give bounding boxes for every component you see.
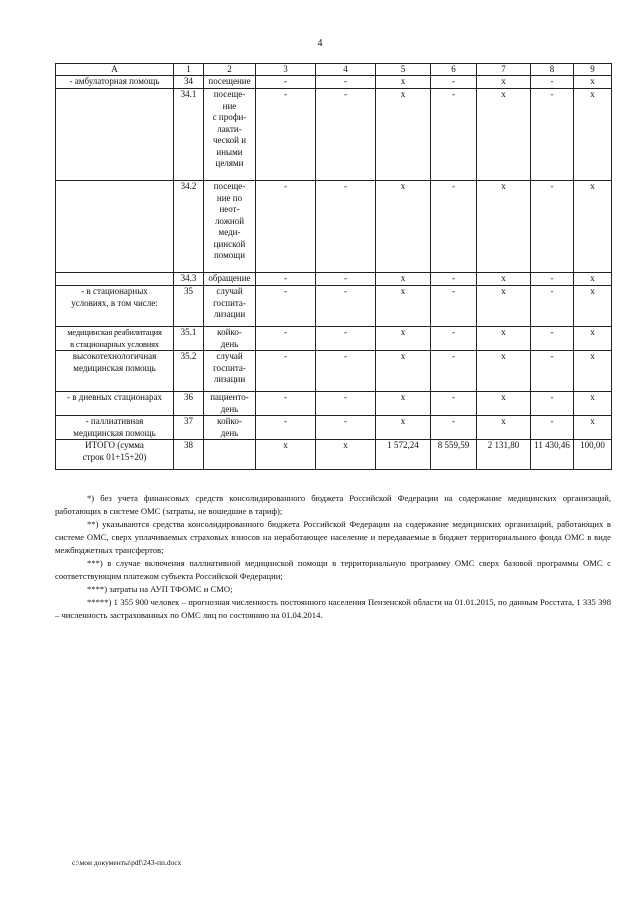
value-cell: - xyxy=(316,76,376,89)
value-cell: - xyxy=(431,89,477,181)
table-row xyxy=(56,89,612,181)
unit-cell: случай госпита- лизации xyxy=(204,286,256,327)
value-cell: х xyxy=(574,273,612,286)
value-cell: х xyxy=(574,286,612,327)
value-cell: - xyxy=(316,392,376,416)
value-cell: х xyxy=(376,416,431,440)
value-cell: - xyxy=(431,286,477,327)
value-cell: х xyxy=(376,273,431,286)
column-header: 6 xyxy=(431,64,477,76)
row-label-cell: медицинская реабилитация в стационарных условиях xyxy=(56,327,174,351)
value-cell: х xyxy=(477,286,531,327)
value-cell: - xyxy=(256,76,316,89)
row-label-cell: высокотехнологичная медицинская помощь xyxy=(56,351,174,392)
row-number-cell: 34 xyxy=(174,76,204,89)
value-cell: х xyxy=(376,76,431,89)
value-cell: - xyxy=(431,273,477,286)
value-cell: х xyxy=(477,392,531,416)
value-cell: х xyxy=(376,392,431,416)
value-cell: х xyxy=(477,351,531,392)
unit-cell: койко- день xyxy=(204,327,256,351)
row-label-cell xyxy=(56,181,174,273)
column-header: 9 xyxy=(574,64,612,76)
value-cell: х xyxy=(376,181,431,273)
value-cell: - xyxy=(431,181,477,273)
value-cell: х xyxy=(477,273,531,286)
value-cell: - xyxy=(316,351,376,392)
unit-cell: койко- день xyxy=(204,416,256,440)
value-cell: - xyxy=(531,416,574,440)
value-cell: х xyxy=(574,89,612,181)
value-cell: х xyxy=(316,440,376,470)
value-cell: - xyxy=(256,181,316,273)
footnote-3: ***) в случае включения паллиативной медицинской помощи в территориальную программу ОМС сверх базовой программы ОМС с соответствующим платежом субъекта Российской Федерации; xyxy=(55,558,611,581)
unit-cell: посеще- ние по неот- ложной меди- цинской помощи xyxy=(204,181,256,273)
value-cell: - xyxy=(531,181,574,273)
value-cell: 11 430,46 xyxy=(531,440,574,470)
value-cell: - xyxy=(531,392,574,416)
row-number-cell: 34.2 xyxy=(174,181,204,273)
row-number-cell: 35.2 xyxy=(174,351,204,392)
value-cell: х xyxy=(376,351,431,392)
value-cell: х xyxy=(376,286,431,327)
value-cell: х xyxy=(574,181,612,273)
value-cell: - xyxy=(316,327,376,351)
value-cell: - xyxy=(431,351,477,392)
row-number-cell: 35 xyxy=(174,286,204,327)
row-number-cell: 35.1 xyxy=(174,327,204,351)
value-cell: - xyxy=(431,416,477,440)
cost-table xyxy=(55,63,612,470)
table-row xyxy=(56,351,612,392)
row-number-cell: 36 xyxy=(174,392,204,416)
unit-cell: пациенто- день xyxy=(204,392,256,416)
row-number-cell: 34.3 xyxy=(174,273,204,286)
row-number-cell: 34.1 xyxy=(174,89,204,181)
value-cell: х xyxy=(574,416,612,440)
column-header: 1 xyxy=(174,64,204,76)
value-cell: - xyxy=(256,392,316,416)
value-cell: х xyxy=(376,89,431,181)
row-label-cell xyxy=(56,89,174,181)
value-cell: - xyxy=(316,181,376,273)
value-cell: - xyxy=(256,273,316,286)
footnote-1: *) без учета финансовых средств консолидированного бюджета Российской Федерации на содержание медицинских организаций, работающих в системе ОМС (затраты, не вошедшие в тариф); xyxy=(55,493,611,516)
table-row xyxy=(56,273,612,286)
value-cell: х xyxy=(477,327,531,351)
value-cell: - xyxy=(256,327,316,351)
value-cell: 1 572,24 xyxy=(376,440,431,470)
footnote-2: **) указываются средства консолидированного бюджета Российской Федерации на содержание медицинских организаций, работающих в системе ОМС, сверх уплачиваемых страховых взносов на неработающее население и передаваемые в бюджет территориального фонда ОМС в виде межбюджетных трансфертов; xyxy=(55,519,611,555)
value-cell: х xyxy=(477,181,531,273)
table-row xyxy=(56,440,612,470)
value-cell: - xyxy=(531,89,574,181)
column-header: 4 xyxy=(316,64,376,76)
column-header: 2 xyxy=(204,64,256,76)
unit-cell: случай госпита- лизации xyxy=(204,351,256,392)
value-cell: - xyxy=(531,273,574,286)
value-cell: - xyxy=(531,327,574,351)
table-row xyxy=(56,327,612,351)
value-cell: х xyxy=(376,327,431,351)
unit-cell: обращение xyxy=(204,273,256,286)
value-cell: - xyxy=(316,286,376,327)
value-cell: х xyxy=(256,440,316,470)
value-cell: - xyxy=(531,76,574,89)
value-cell: х xyxy=(477,416,531,440)
value-cell: - xyxy=(431,392,477,416)
row-label-cell: - в стационарных условиях, в том числе: xyxy=(56,286,174,327)
value-cell: х xyxy=(574,351,612,392)
table-row xyxy=(56,286,612,327)
unit-cell: посеще- ние с профи- лакти- ческой и иными целями xyxy=(204,89,256,181)
column-header: 3 xyxy=(256,64,316,76)
footnotes xyxy=(55,492,611,622)
table-header-row xyxy=(56,64,612,76)
column-header: 8 xyxy=(531,64,574,76)
value-cell: - xyxy=(316,89,376,181)
row-label-cell: - амбулаторная помощь xyxy=(56,76,174,89)
value-cell: 8 559,59 xyxy=(431,440,477,470)
table-row xyxy=(56,392,612,416)
value-cell: - xyxy=(256,416,316,440)
footnote-4: ****) затраты на АУП ТФОМС и СМО; xyxy=(87,584,233,594)
value-cell: - xyxy=(531,286,574,327)
value-cell: - xyxy=(256,351,316,392)
value-cell: - xyxy=(256,286,316,327)
value-cell: - xyxy=(316,273,376,286)
unit-cell xyxy=(204,440,256,470)
value-cell: - xyxy=(531,351,574,392)
footnote-5: *****) 1 355 900 человек – прогнозная численность постоянного населения Пензенской области на 01.01.2015, по данным Росстата, 1 335 398 – численность застрахованных по ОМС лиц по состоянию на 01.04.2014. xyxy=(55,597,611,620)
row-label-cell: - паллиативная медицинская помощь xyxy=(56,416,174,440)
table-row xyxy=(56,181,612,273)
file-path-footer: c:\мои документы\pdf\243-пп.docx xyxy=(72,858,182,867)
column-header: А xyxy=(56,64,174,76)
value-cell: х xyxy=(477,76,531,89)
value-cell: х xyxy=(574,327,612,351)
value-cell: 2 131,80 xyxy=(477,440,531,470)
column-header: 5 xyxy=(376,64,431,76)
row-number-cell: 37 xyxy=(174,416,204,440)
value-cell: - xyxy=(431,76,477,89)
row-label-cell xyxy=(56,273,174,286)
value-cell: х xyxy=(477,89,531,181)
unit-cell: посещение xyxy=(204,76,256,89)
page-number: 4 xyxy=(317,38,323,49)
value-cell: х xyxy=(574,392,612,416)
table-row xyxy=(56,76,612,89)
row-label-cell: ИТОГО (сумма строк 01+15+20) xyxy=(56,440,174,470)
value-cell: - xyxy=(256,89,316,181)
table-row xyxy=(56,416,612,440)
row-number-cell: 38 xyxy=(174,440,204,470)
row-label-cell: - в дневных стационарах xyxy=(56,392,174,416)
value-cell: 100,00 xyxy=(574,440,612,470)
value-cell: - xyxy=(431,327,477,351)
column-header: 7 xyxy=(477,64,531,76)
value-cell: - xyxy=(316,416,376,440)
value-cell: х xyxy=(574,76,612,89)
